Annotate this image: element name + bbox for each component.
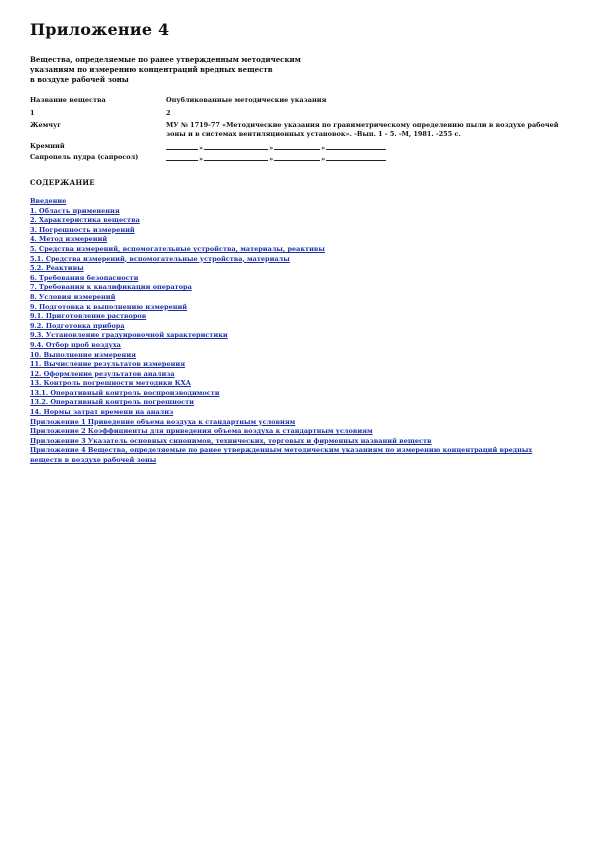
toc-link[interactable]: 13.2. Оперативный контроль погрешности — [30, 398, 194, 407]
toc-link[interactable]: 9.4. Отбор проб воздуха — [30, 340, 121, 349]
header-substance-name: Название вещества — [30, 96, 106, 104]
ditto-line — [166, 142, 570, 153]
toc-item — [30, 207, 550, 217]
table-row — [30, 153, 570, 164]
substances-table — [30, 96, 570, 164]
toc-item — [30, 245, 550, 255]
substance-name: Кремний — [30, 142, 65, 150]
toc-link[interactable]: 13. Контроль погрешности методики КХА — [30, 379, 191, 388]
ditto-mark: » — [321, 144, 326, 152]
toc-link[interactable]: 5.2. Реактивы — [30, 264, 84, 273]
toc-item — [30, 331, 550, 341]
toc-link[interactable]: 10. Выполнение измерения — [30, 350, 136, 359]
toc-item — [30, 312, 550, 322]
toc-link[interactable]: Приложение 3 Указатель основных синонимов, технических, торговых и фирменных названий веществ — [30, 436, 432, 445]
ditto-mark: » — [269, 155, 274, 163]
table-row — [30, 121, 570, 142]
toc-item — [30, 351, 550, 361]
intro-line: указаниям по измерению концентраций вредных веществ — [30, 65, 273, 74]
toc-link[interactable]: 13.1. Оперативный контроль воспроизводимости — [30, 388, 220, 397]
toc-item — [30, 255, 550, 265]
ditto-mark: » — [321, 155, 326, 163]
ditto-mark: » — [269, 144, 274, 152]
toc-heading: СОДЕРЖАНИЕ — [30, 178, 95, 187]
toc-item — [30, 437, 550, 447]
toc-item — [30, 235, 550, 245]
toc-link[interactable]: Приложение 2 Коэффициенты для приведения объема воздуха к стандартным условиям — [30, 427, 373, 436]
guideline-text: МУ № 1719-77 «Методические указания по гравиметрическому определению пыли в воздухе рабочей зоны и в системах вентиляционных установок». -Вып. 1 - 5. -М, 1981. -255 с. — [166, 121, 559, 138]
ditto-line — [166, 153, 570, 164]
toc-item — [30, 360, 550, 370]
toc-link[interactable]: Приложение 4 Вещества, определяемые по ранее утвержденным методическим указаниям по измерению концентраций вредных веществ в воздухе рабочей зоны — [30, 446, 533, 465]
toc-item — [30, 283, 550, 293]
toc-link[interactable]: 8. Условия измерений — [30, 292, 116, 301]
toc-link[interactable]: 2. Характеристика вещества — [30, 216, 140, 225]
ditto-mark: » — [199, 144, 204, 152]
toc-link[interactable]: 1. Область применения — [30, 206, 120, 215]
toc-item — [30, 322, 550, 332]
toc-link[interactable]: 7. Требования к квалификации оператора — [30, 283, 192, 292]
column-number: 2 — [166, 109, 171, 117]
toc-item — [30, 418, 550, 428]
ditto-mark: » — [199, 155, 204, 163]
toc-item — [30, 389, 550, 399]
toc-link[interactable]: 14. Нормы затрат времени на анализ — [30, 408, 174, 417]
toc-item — [30, 370, 550, 380]
toc-link[interactable]: 9. Подготовка к выполнению измерений — [30, 302, 188, 311]
toc-link[interactable]: 5.1. Средства измерений, вспомогательные устройства, материалы — [30, 254, 290, 263]
toc-item — [30, 197, 550, 207]
toc-link[interactable]: Приложение 1 Приведение объема воздуха к стандартным условиям — [30, 417, 296, 426]
toc-item — [30, 226, 550, 236]
column-number: 1 — [30, 109, 35, 117]
substance-name: Сапропель пудра (сапросол) — [30, 153, 139, 161]
toc-item — [30, 379, 550, 389]
table-header-row — [30, 96, 570, 109]
toc-link[interactable]: 11. Вычисление результатов измерения — [30, 360, 185, 369]
toc-item — [30, 341, 550, 351]
toc-item — [30, 427, 550, 437]
toc-link[interactable]: 12. Оформление результатов анализа — [30, 369, 175, 378]
toc-link[interactable]: Введение — [30, 197, 67, 205]
toc-item — [30, 216, 550, 226]
toc-link[interactable]: 5. Средства измерений, вспомогательные устройства, материалы, реактивы — [30, 244, 325, 253]
header-guidelines: Опубликованные методические указания — [166, 96, 327, 104]
toc-item — [30, 446, 550, 465]
toc-link[interactable]: 4. Метод измерений — [30, 235, 108, 244]
intro-text — [30, 55, 360, 85]
toc-item — [30, 408, 550, 418]
page-title: Приложение 4 — [30, 20, 170, 39]
substance-name: Жемчуг — [30, 121, 62, 129]
table-number-row — [30, 109, 570, 121]
intro-line: в воздухе рабочей зоны — [30, 75, 129, 84]
toc-item — [30, 293, 550, 303]
toc-item — [30, 303, 550, 313]
toc-link[interactable]: 9.1. Приготовление растворов — [30, 312, 147, 321]
toc-item — [30, 398, 550, 408]
toc-item — [30, 274, 550, 284]
toc-link[interactable]: 9.2. Подготовка прибора — [30, 321, 125, 330]
table-row — [30, 142, 570, 153]
toc-link[interactable]: 3. Погрешность измерений — [30, 225, 135, 234]
table-of-contents — [30, 197, 550, 466]
toc-link[interactable]: 6. Требования безопасности — [30, 273, 139, 282]
toc-item — [30, 264, 550, 274]
intro-line: Вещества, определяемые по ранее утвержденным методическим — [30, 55, 301, 64]
toc-link[interactable]: 9.3. Установление градуировочной характеристики — [30, 331, 228, 340]
